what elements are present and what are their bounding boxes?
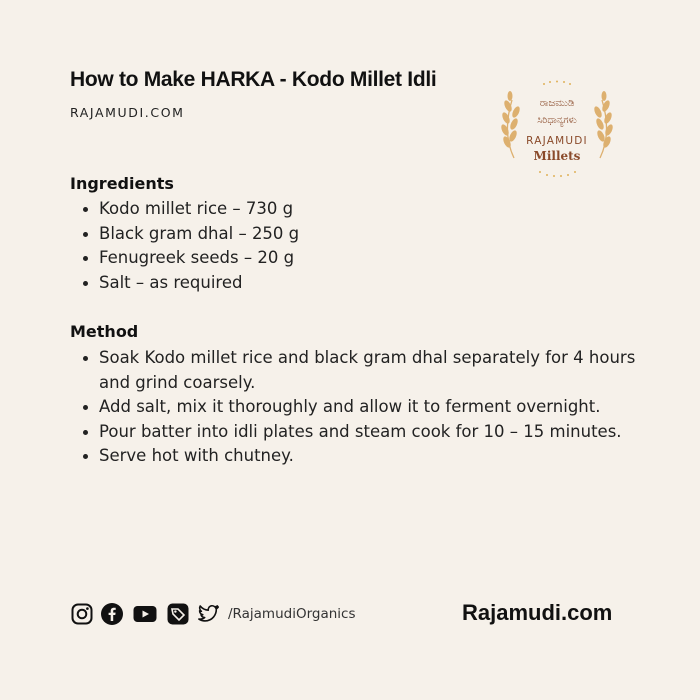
- rajamudi-millets-logo: [494, 78, 620, 180]
- logo-brand: RAJAMUDI: [526, 135, 588, 147]
- method-heading: Method: [70, 322, 139, 341]
- logo-sub: Millets: [533, 149, 581, 163]
- method-step: Add salt, mix it thoroughly and allow it to ferment overnight.: [70, 395, 640, 420]
- site-name: RAJAMUDI.COM: [70, 105, 185, 120]
- ingredient-item: Salt – as required: [70, 271, 640, 296]
- instagram-icon[interactable]: [70, 602, 94, 626]
- ingredients-heading: Ingredients: [70, 174, 174, 193]
- method-step: Serve hot with chutney.: [70, 444, 640, 469]
- logo-kannada-line1: ರಾಜಮುಡಿ: [539, 98, 575, 109]
- logo-kannada-line2: ಸಿರಿಧಾನ್ಯಗಳು: [537, 115, 577, 126]
- ingredients-list: [70, 197, 640, 295]
- method-step: Pour batter into idli plates and steam cook for 10 – 15 minutes.: [70, 420, 640, 445]
- website-link[interactable]: Rajamudi.com: [462, 600, 613, 625]
- ingredient-item: Kodo millet rice – 730 g: [70, 197, 640, 222]
- social-links: [70, 601, 356, 627]
- youtube-icon[interactable]: [130, 602, 160, 626]
- ingredient-item: Black gram dhal – 250 g: [70, 222, 640, 247]
- ingredient-item: Fenugreek seeds – 20 g: [70, 246, 640, 271]
- twitter-icon[interactable]: [196, 602, 220, 626]
- social-handle[interactable]: /RajamudiOrganics: [228, 606, 356, 622]
- tag-icon[interactable]: [166, 602, 190, 626]
- facebook-icon[interactable]: [100, 602, 124, 626]
- method-list: [70, 346, 640, 469]
- wheat-wreath-icon: [494, 78, 620, 180]
- method-step: Soak Kodo millet rice and black gram dhal separately for 4 hours and grind coarsely.: [70, 346, 640, 395]
- page-title: How to Make HARKA - Kodo Millet Idli: [70, 68, 437, 91]
